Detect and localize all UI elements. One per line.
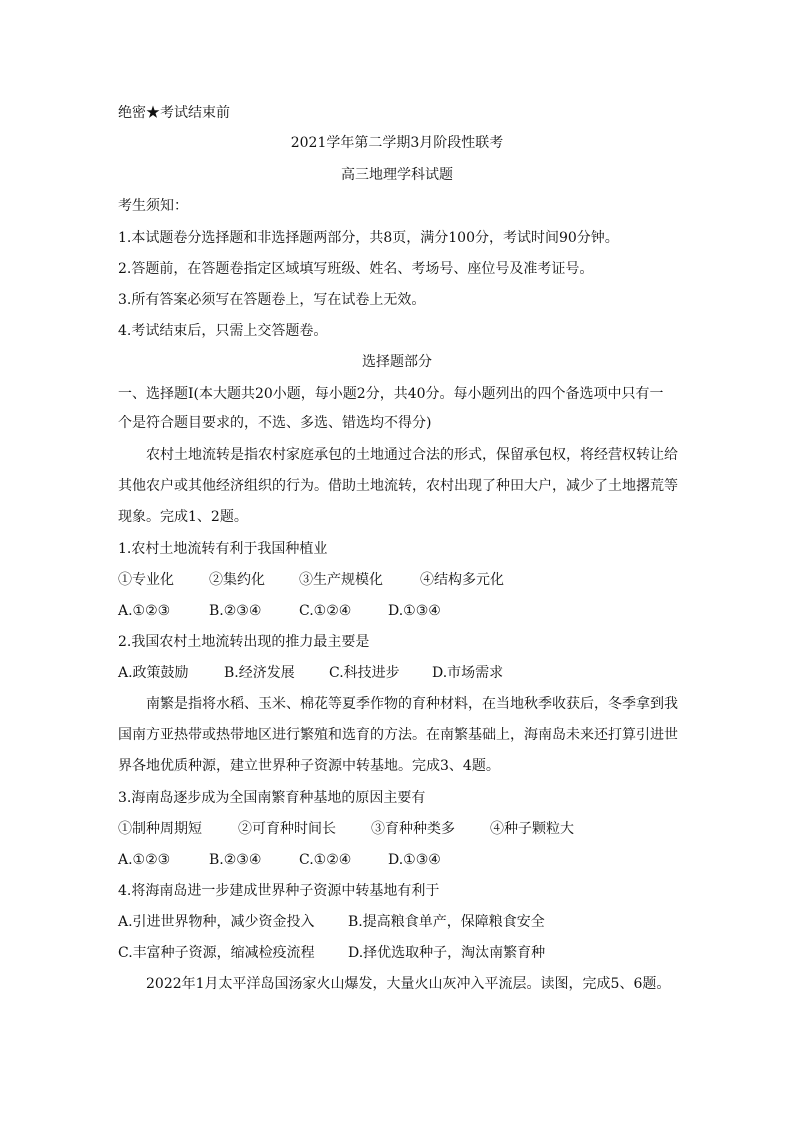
answer-choice: B.提高粮食单产，保障粮食安全 [348,914,545,930]
passage-line: 界各地优质种源，建立世界种子资源中转基地。完成3、4题。 [118,758,500,774]
answer-choice: D.择优选取种子，淘汰南繁育种 [348,945,546,961]
answer-choice: A.引进世界物种，减少资金投入 [118,914,315,930]
section-instructions: 个是符合题目要求的，不选、多选、错选均不得分) [118,415,432,431]
notice-title: 考生须知： [118,198,188,214]
statement-option: ①制种周期短 [118,821,202,837]
answer-choice: B.②③④ [209,603,262,619]
section-title: 选择题部分 [362,354,432,370]
answer-choice: C.①②④ [299,852,352,868]
answer-choice: B.②③④ [209,852,262,868]
answer-choice: D.①③④ [388,852,441,868]
question-stem: 3.海南岛逐步成为全国南繁育种基地的原因主要有 [118,790,426,806]
notice-item: 4.考试结束后，只需上交答题卷。 [118,323,328,339]
question-stem: 4.将海南岛进一步建成世界种子资源中转基地有利于 [118,883,440,899]
statement-option: ③生产规模化 [299,572,383,588]
notice-item: 3.所有答案必须写在答题卷上，写在试卷上无效。 [118,292,426,308]
answer-choice: B.经济发展 [224,665,295,681]
answer-choice: D.①③④ [388,603,441,619]
passage-line: 南繁是指将水稻、玉米、棉花等夏季作物的育种材料，在当地秋季收获后，冬季拿到我 [146,696,678,712]
answer-choice: D.市场需求 [432,665,504,681]
statement-option: ①专业化 [118,572,174,588]
answer-choice: C.科技进步 [329,665,400,681]
statement-option: ④结构多元化 [420,572,504,588]
passage-line: 现象。完成1、2题。 [118,509,248,525]
passage-line: 2022年1月太平洋岛国汤家火山爆发，大量火山灰冲入平流层。读图，完成5、6题。 [146,976,671,992]
question-stem: 2.我国农村土地流转出现的推力最主要是 [118,634,370,650]
answer-choice: A.①②③ [118,603,171,619]
statement-option: ③育种种类多 [371,821,455,837]
passage-line: 其他农户或其他经济组织的行为。借助土地流转，农村出现了种田大户，减少了土地撂荒等 [118,478,678,494]
notice-item: 2.答题前，在答题卷指定区域填写班级、姓名、考场号、座位号及准考证号。 [118,261,594,277]
answer-choice: C.丰富种子资源，缩减检疫流程 [118,945,315,961]
section-instructions: 一、选择题Ⅰ(本大题共20小题，每小题2分，共40分。每小题列出的四个备选项中只有一 [118,386,664,402]
answer-choice: C.①②④ [299,603,352,619]
notice-item: 1.本试题卷分选择题和非选择题两部分，共8页，满分100分，考试时间90分钟。 [118,230,619,246]
passage-line: 农村土地流转是指农村家庭承包的土地通过合法的形式，保留承包权，将经营权转让给 [146,447,678,463]
answer-choice: A.政策鼓励 [118,665,189,681]
subject-title: 高三地理学科试题 [341,167,453,183]
answer-choice: A.①②③ [118,852,171,868]
statement-option: ②集约化 [209,572,265,588]
statement-option: ②可育种时间长 [238,821,336,837]
exam-name: 2021学年第二学期3月阶段性联考 [290,135,504,151]
question-stem: 1.农村土地流转有利于我国种植业 [118,541,328,557]
statement-option: ④种子颗粒大 [490,821,574,837]
passage-line: 国南方亚热带或热带地区进行繁殖和选育的方法。在南繁基础上，海南岛未来还打算引进世 [118,727,678,743]
confidential-mark: 绝密★考试结束前 [118,105,230,121]
